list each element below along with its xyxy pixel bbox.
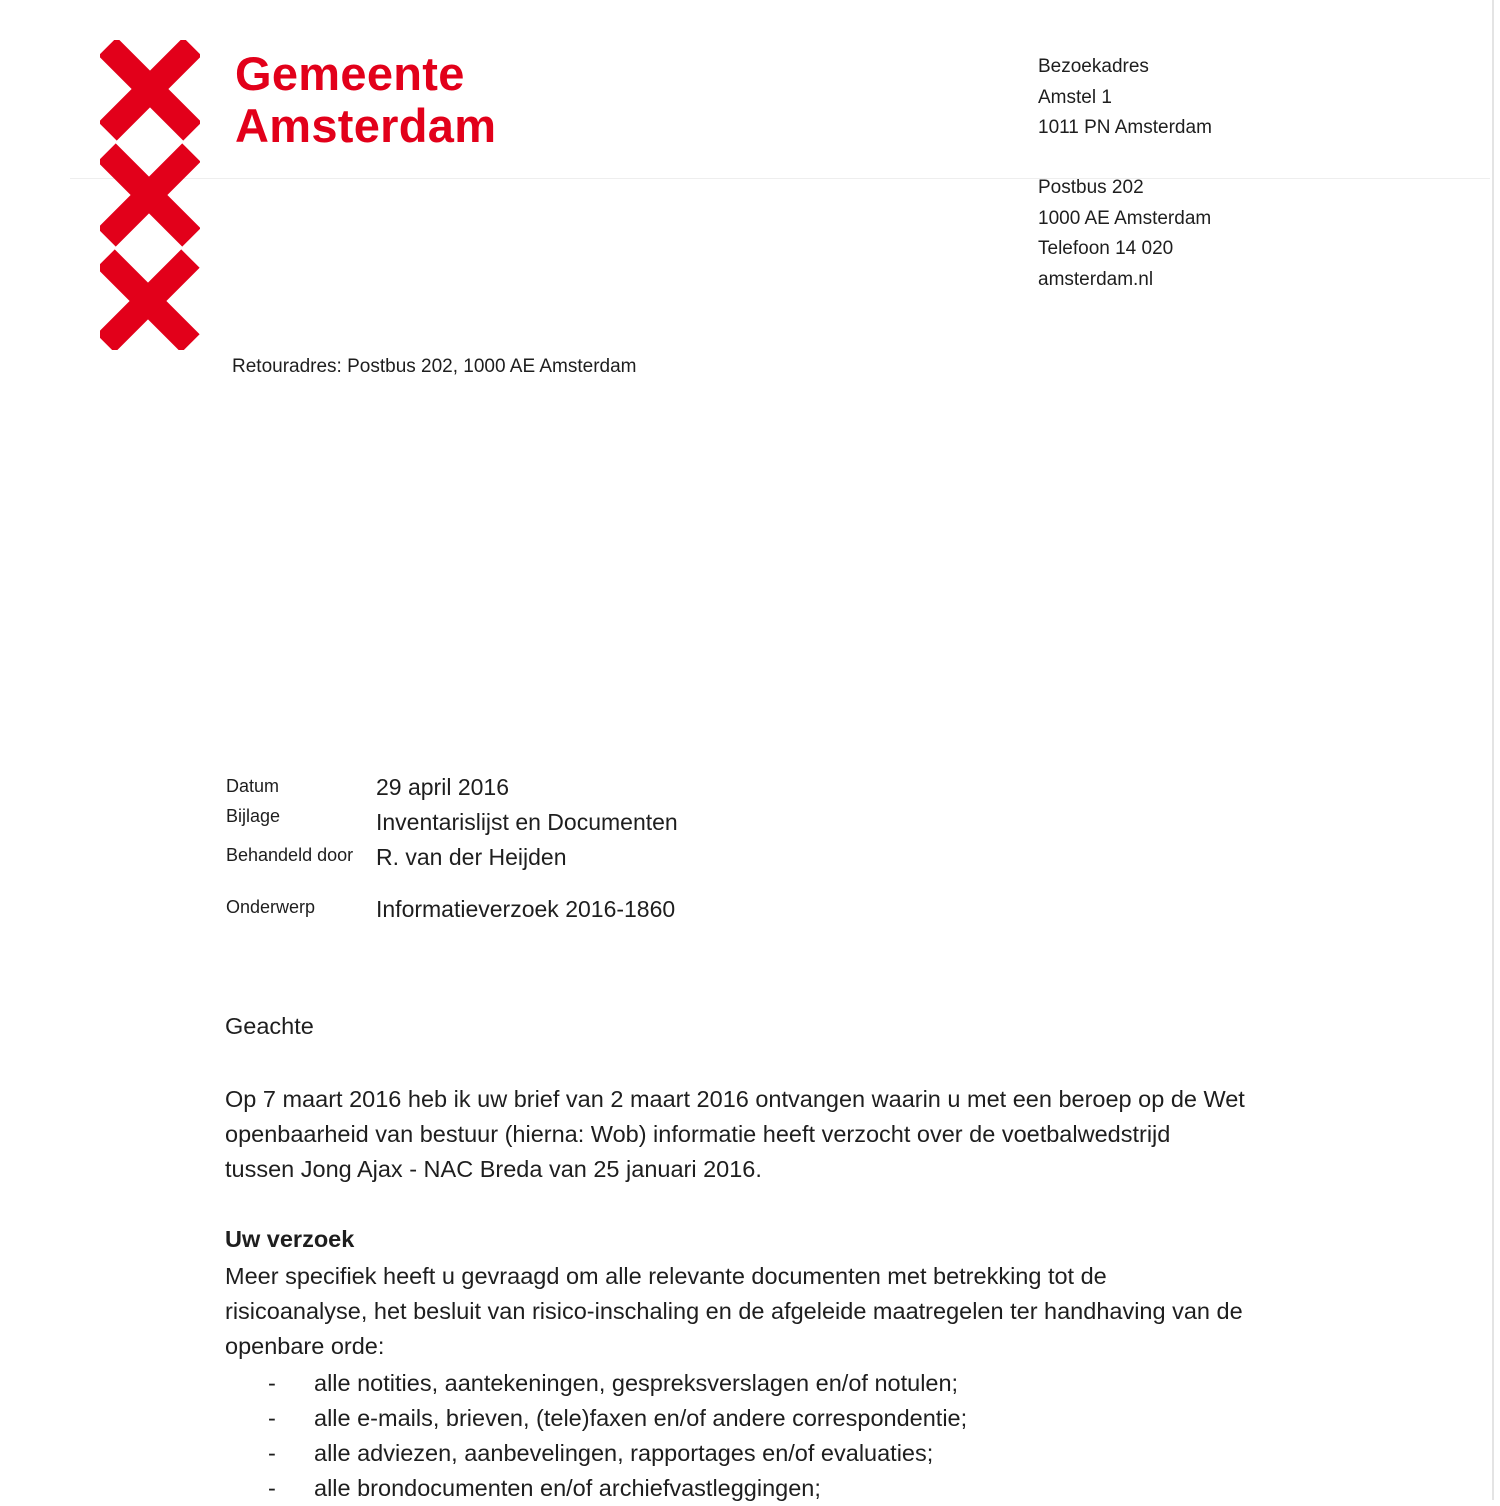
address-line: Bezoekadres <box>1038 56 1149 77</box>
address-line: 1000 AE Amsterdam <box>1038 207 1212 229</box>
list-item-text: alle brondocumenten en/of archiefvastleggingen; <box>314 1475 821 1501</box>
paragraph-line: risicoanalyse, het besluit van risico-inschaling en de afgeleide maatregelen ter handhaving van de <box>225 1298 1243 1324</box>
paragraph-line: Meer specifiek heeft u gevraagd om alle relevante documenten met betrekking tot de <box>225 1263 1107 1289</box>
meta-value: Informatieverzoek 2016-1860 <box>376 896 676 922</box>
list-item-text: alle notities, aantekeningen, gespreksverslagen en/of notulen; <box>314 1370 959 1396</box>
header-divider <box>70 178 1490 179</box>
website-link: amsterdam.nl <box>1038 268 1154 290</box>
request-list <box>268 1366 967 1506</box>
brand-line-1: Gemeente <box>235 47 465 100</box>
list-item <box>268 1436 967 1471</box>
meta-label: Onderwerp <box>226 897 316 917</box>
meta-value: R. van der Heijden <box>376 844 567 870</box>
meta-label: Bijlage <box>226 806 281 826</box>
visit-address <box>1038 52 1212 144</box>
section-heading: Uw verzoek <box>225 1226 355 1252</box>
paragraph-line: tussen Jong Ajax - NAC Breda van 25 januari 2016. <box>225 1156 762 1182</box>
address-line: Amstel 1 <box>1038 86 1112 108</box>
return-address: Retouradres: Postbus 202, 1000 AE Amsterdam <box>232 356 637 377</box>
salutation: Geachte <box>225 1013 314 1039</box>
intro-paragraph <box>225 1082 1245 1187</box>
list-item-text: alle e-mails, brieven, (tele)faxen en/of andere correspondentie; <box>314 1405 968 1431</box>
scan-edge <box>1492 0 1494 1500</box>
list-item <box>268 1366 967 1401</box>
meta-label: Behandeld door <box>226 845 354 865</box>
address-line: Postbus 202 <box>1038 177 1144 198</box>
meta-label: Datum <box>226 776 280 796</box>
bullet: - <box>268 1405 276 1431</box>
paragraph-line: openbaarheid van bestuur (hierna: Wob) informatie heeft verzocht over de voetbalwedstrijd <box>225 1121 1171 1147</box>
paragraph-line: openbare orde: <box>225 1333 385 1359</box>
brand-name <box>235 48 496 152</box>
postal-address <box>1038 173 1211 295</box>
brand-line-2: Amsterdam <box>235 99 497 152</box>
request-paragraph <box>225 1259 1243 1364</box>
bullet: - <box>268 1370 276 1396</box>
list-item <box>268 1471 967 1506</box>
bullet: - <box>268 1475 276 1501</box>
meta-value: 29 april 2016 <box>376 774 509 800</box>
paragraph-line: Op 7 maart 2016 heb ik uw brief van 2 maart 2016 ontvangen waarin u met een beroep op de Wet <box>225 1086 1245 1112</box>
phone-line: Telefoon 14 020 <box>1038 238 1174 259</box>
amsterdam-crosses-logo-icon <box>100 40 200 350</box>
list-item <box>268 1401 967 1436</box>
list-item-text: alle adviezen, aanbevelingen, rapportages en/of evaluaties; <box>314 1440 934 1466</box>
bullet: - <box>268 1440 276 1466</box>
meta-value: Inventarislijst en Documenten <box>376 809 678 835</box>
address-line: 1011 PN Amsterdam <box>1038 117 1212 138</box>
